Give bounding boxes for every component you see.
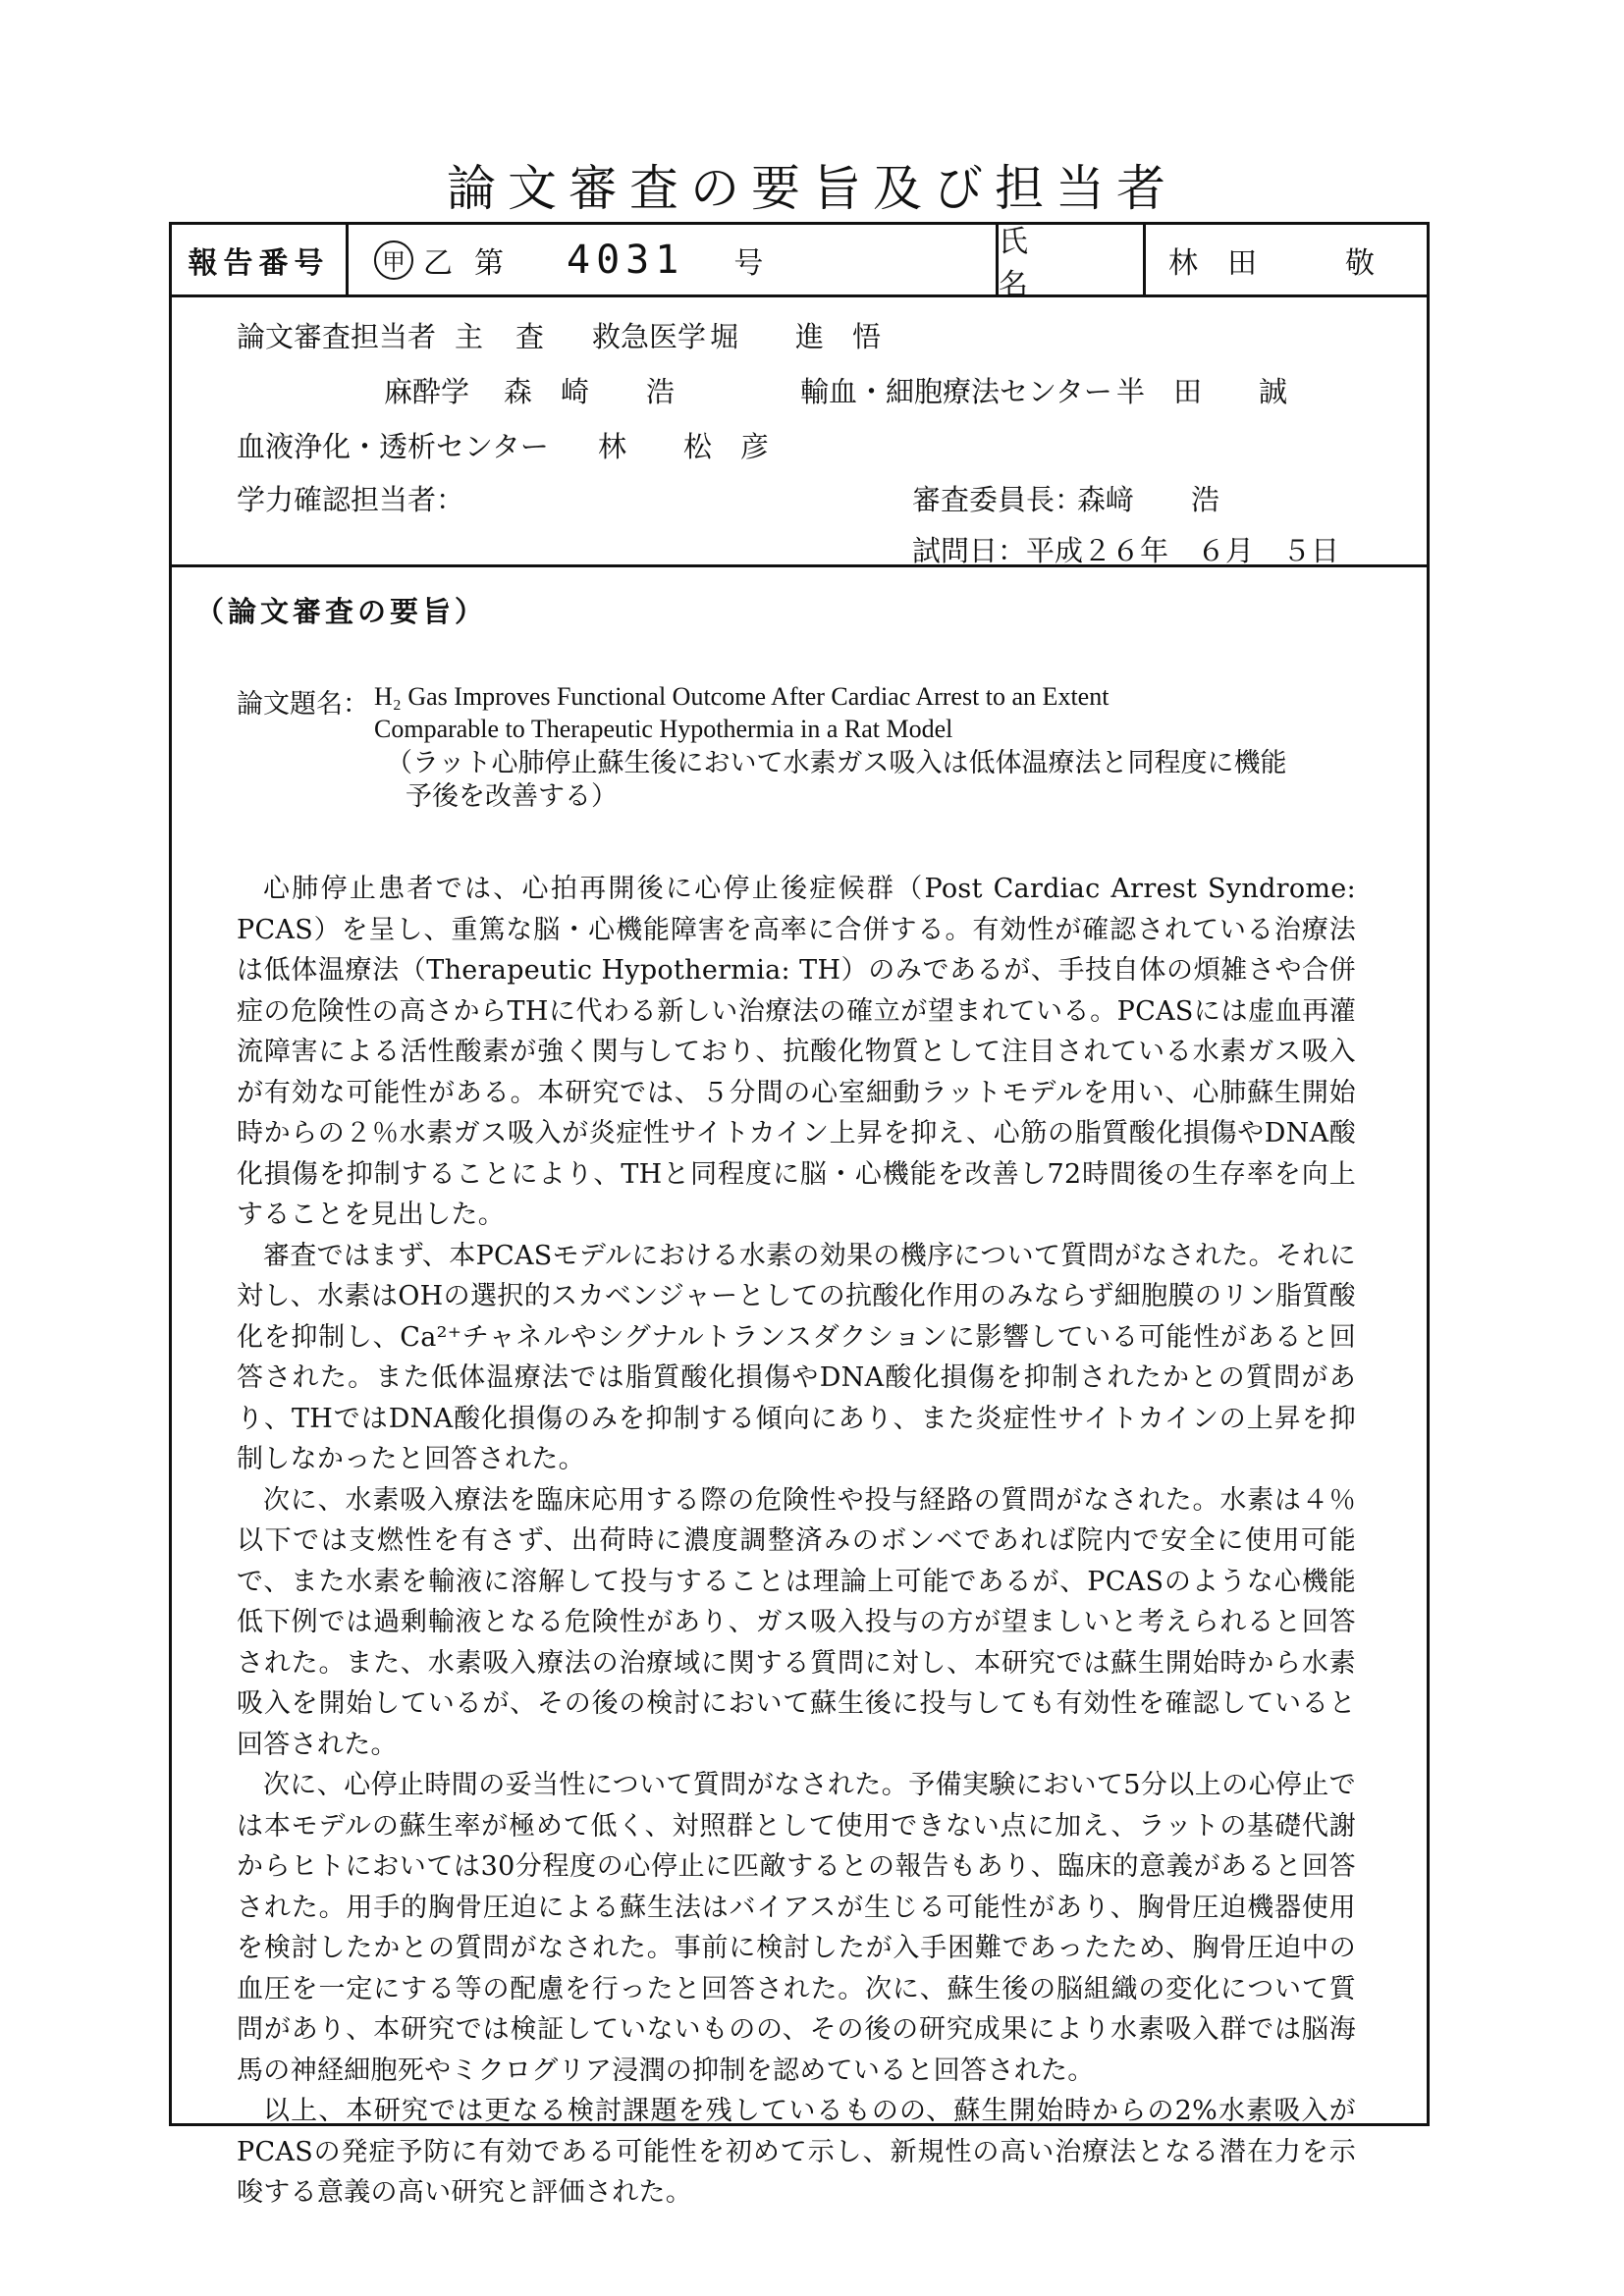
review-form (169, 222, 1430, 2208)
chief-examiner-dept: 救急医学 (592, 320, 707, 353)
chief-examiner-name: 堀 進 悟 (710, 320, 882, 353)
summary-paragraph: 心肺停止患者では、心拍再開後に心停止後症候群（Post Cardiac Arrest Syndrome: PCAS）を呈し、重篤な脳・心機能障害を高率に合併する。有効性が確認されている治療法は低体温療法（Therapeutic Hypothermia: TH）のみであるが、手技自体の煩雑さや合併症の危険性の高さからTHに代わる新しい治療法の確立が望まれている。PCASには虚血再灌流障害による活性酸素が強く関与しており、抗酸化物質として注目されている水素ガス吸入が有効な可能性がある。本研究では、５分間の心室細動ラットモデルを用い、心肺蘇生開始時からの２％水素ガス吸入が炎症性サイトカイン上昇を抑え、心筋の脂質酸化損傷やDNA酸化損傷を抑制することにより、THと同程度に脳・心機能を改善し72時間後の生存率を向上することを見出した。 (237, 874, 1356, 1230)
go-mark: 号 (733, 245, 764, 281)
examiners-section (172, 297, 1427, 567)
report-header-row (172, 224, 1427, 302)
thesis-title-english-line-2: Comparable to Therapeutic Hypothermia in a Rat Model (374, 715, 953, 743)
otsu-mark: 乙 (423, 245, 453, 281)
examiner-dept-3: 血液浄化・透析センター (237, 430, 549, 463)
examiner-name-3: 林 松 彦 (598, 430, 770, 463)
thesis-title-label: 論文題名： (237, 689, 369, 720)
thesis-title-japanese-line-2: 予後を改善する） (406, 781, 618, 812)
candidate-name: 林田 敬 (1168, 245, 1404, 281)
dai-mark: 第 (474, 245, 504, 281)
examiner-name-2: 半 田 誠 (1116, 375, 1288, 408)
report-number-label: 報告番号 (172, 225, 349, 294)
examiner-dept-1: 麻酔学 (384, 375, 470, 408)
kou-circled-mark: 甲 (374, 240, 413, 280)
chief-examiner-role: 主 査 (455, 320, 547, 353)
summary-paragraph: 次に、心停止時間の妥当性について質問がなされた。予備実験において5分以上の心停止では本モデルの蘇生率が極めて低く、対照群として使用できない点に加え、ラットの基礎代謝からヒトにおいては30分程度の心停止に匹敵するとの報告もあり、臨床的意義があると回答された。用手的胸骨圧迫による蘇生法はバイアスが生じる可能性があり、胸骨圧迫機器使用を検討したかとの質問がなされた。事前に検討したが入手困難であったため、胸骨圧迫中の血圧を一定にする等の配慮を行ったと回答された。次に、蘇生後の脳組織の変化について質問があり、本研究では検証していないものの、その後の研究成果により水素吸入群では脳海馬の神経細胞死やミクログリア浸潤の抑制を認めていると回答された。 (237, 1770, 1356, 2086)
review-summary-body (237, 869, 1356, 2214)
thesis-title-japanese-line-1: （ラット心肺停止蘇生後において水素ガス吸入は低体温療法と同程度に機能 (386, 748, 1287, 778)
summary-paragraph: 審査ではまず、本PCASモデルにおける水素の効果の機序について質問がなされた。それに対し、水素はOHの選択的スカベンジャーとしての抗酸化作用のみならず細胞膜のリン脂質酸化を抑制し、Ca²⁺チャネルやシグナルトランスダクションに影響している可能性があると回答された。また低体温療法では脂質酸化損傷やDNA酸化損傷を抑制されたかとの質問があり、THではDNA酸化損傷のみを抑制する傾向にあり、また炎症性サイトカインの上昇を抑制しなかったと回答された。 (237, 1240, 1356, 1474)
exam-date: 試問日：平成２６年 ６月 ５日 (912, 534, 1340, 567)
report-number: 4031 (567, 237, 685, 283)
ability-check-label: 学力確認担当者： (237, 483, 465, 516)
thesis-title-japanese (386, 747, 1286, 814)
examiner-dept-2: 輸血・細胞療法センター (800, 375, 1112, 408)
committee-chair-label: 審査委員長： (912, 483, 1084, 516)
thesis-title-english (374, 680, 1109, 745)
examiner-name-1: 森 崎 浩 (504, 375, 676, 408)
summary-section-label: （論文審査の要旨） (195, 595, 488, 628)
name-label: 氏 名 (999, 225, 1146, 294)
committee-chair-name: 森﨑 浩 (1077, 483, 1220, 516)
report-number-cell (349, 225, 999, 294)
examiners-label: 論文審査担当者 (237, 320, 437, 353)
thesis-title-english-line-1: H₂ Gas Improves Functional Outcome After Cardiac Arrest to an Extent (374, 682, 1110, 711)
document-title: 論文審査の要旨及び担当者 (447, 160, 1177, 217)
summary-paragraph: 次に、水素吸入療法を臨床応用する際の危険性や投与経路の質問がなされた。水素は４％以下では支燃性を有さず、出荷時に濃度調整済みのボンベであれば院内で安全に使用可能で、また水素を輸液に溶解して投与することは理論上可能であるが、PCASのような心機能低下例では過剰輸液となる危険性があり、ガス吸入投与の方が望ましいと考えられると回答された。また、水素吸入療法の治療域に関する質問に対し、本研究では蘇生開始時から水素吸入を開始しているが、その後の検討において蘇生後に投与しても有効性を確認していると回答された。 (237, 1484, 1356, 1760)
summary-paragraph: 以上、本研究では更なる検討課題を残しているものの、蘇生開始時からの2%水素吸入がPCASの発症予防に有効である可能性を初めて示し、新規性の高い治療法となる潜在力を示唆する意義の高い研究と評価された。 (237, 2096, 1356, 2208)
